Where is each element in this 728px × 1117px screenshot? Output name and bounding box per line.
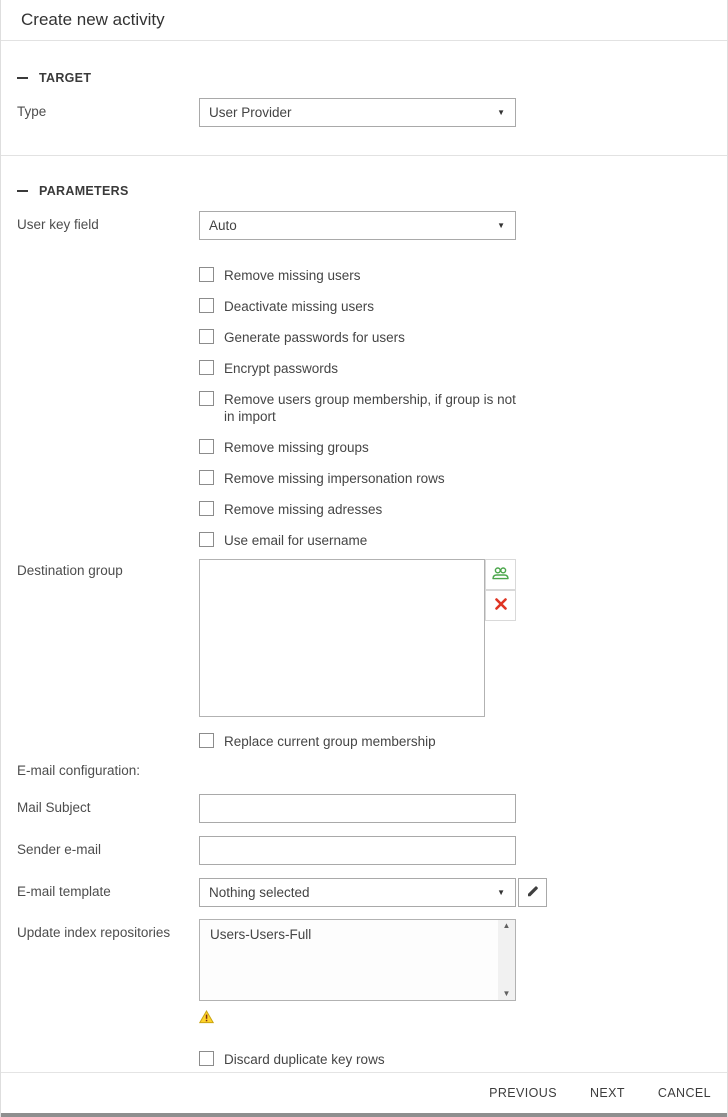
email-template-select-value: Nothing selected: [209, 885, 310, 900]
dialog-footer: [1, 1072, 727, 1113]
warning-icon: [199, 1010, 214, 1029]
checkbox-box[interactable]: [199, 439, 214, 454]
checkbox-box[interactable]: [199, 733, 214, 748]
chevron-down-icon: ▼: [497, 107, 505, 117]
type-row: [1, 98, 727, 127]
chevron-down-icon: ▼: [497, 220, 505, 230]
update-index-repositories-listbox[interactable]: [199, 919, 516, 1001]
checkbox-deactivate-missing-users[interactable]: Deactivate missing users: [199, 298, 727, 315]
checkbox-replace-group-membership[interactable]: Replace current group membership: [199, 733, 727, 750]
checkbox-remove-group-membership[interactable]: Remove users group membership, if group is not in import: [199, 391, 727, 425]
checkbox-box[interactable]: [199, 329, 214, 344]
sender-email-label: Sender e-mail: [17, 842, 102, 857]
section-divider: [1, 155, 727, 156]
target-section-title: TARGET: [39, 71, 92, 85]
destination-group-row: [1, 559, 727, 717]
user-key-field-row: [1, 211, 727, 240]
update-index-repositories-label: Update index repositories: [17, 925, 171, 940]
collapse-minus-icon[interactable]: [17, 77, 28, 79]
destination-group-listbox[interactable]: [199, 559, 485, 717]
checkbox-box[interactable]: [199, 1051, 214, 1066]
checkbox-box[interactable]: [199, 470, 214, 485]
add-group-button[interactable]: [485, 559, 516, 590]
checkbox-box[interactable]: [199, 391, 214, 406]
options-checkbox-group: [199, 253, 727, 549]
mail-subject-label: Mail Subject: [17, 800, 91, 815]
user-key-field-label: User key field: [17, 217, 99, 232]
checkbox-box[interactable]: [199, 298, 214, 313]
checkbox-generate-passwords[interactable]: Generate passwords for users: [199, 329, 727, 346]
checkbox-remove-missing-impersonation-rows[interactable]: Remove missing impersonation rows: [199, 470, 727, 487]
chevron-down-icon: ▼: [497, 887, 505, 897]
dialog-title: Create new activity: [21, 10, 165, 29]
mail-subject-row: [1, 794, 727, 823]
checkbox-remove-missing-adresses[interactable]: Remove missing adresses: [199, 501, 727, 518]
dialog-bottom-edge: [1, 1113, 727, 1117]
mail-subject-input[interactable]: [199, 794, 516, 823]
scroll-down-icon[interactable]: ▼: [502, 989, 511, 998]
update-index-repositories-row: [1, 919, 727, 1001]
target-section-header: [1, 70, 727, 86]
scroll-up-icon[interactable]: ▲: [502, 921, 511, 930]
edit-template-button[interactable]: [518, 878, 547, 907]
remove-group-button[interactable]: [485, 590, 516, 621]
checkbox-encrypt-passwords[interactable]: Encrypt passwords: [199, 360, 727, 377]
collapse-minus-icon[interactable]: [17, 190, 28, 192]
parameters-section-title: PARAMETERS: [39, 184, 129, 198]
checkbox-remove-missing-groups[interactable]: Remove missing groups: [199, 439, 727, 456]
checkbox-use-email-for-username[interactable]: Use email for username: [199, 532, 727, 549]
type-select-value: User Provider: [209, 105, 292, 120]
type-select[interactable]: [199, 98, 516, 127]
group-icon: [491, 566, 510, 584]
type-label: Type: [17, 104, 47, 119]
cancel-button[interactable]: CANCEL: [657, 1086, 711, 1100]
email-template-select[interactable]: [199, 878, 516, 907]
destination-group-label: Destination group: [17, 563, 123, 578]
checkbox-box[interactable]: [199, 501, 214, 516]
checkbox-remove-missing-users[interactable]: Remove missing users: [199, 267, 727, 284]
email-template-row: [1, 878, 727, 907]
checkbox-discard-duplicate-key-rows[interactable]: Discard duplicate key rows: [199, 1051, 727, 1068]
next-button[interactable]: NEXT: [589, 1086, 625, 1100]
list-item[interactable]: Users-Users-Full: [210, 927, 312, 942]
email-template-label: E-mail template: [17, 884, 111, 899]
checkbox-box[interactable]: [199, 360, 214, 375]
checkbox-box[interactable]: [199, 532, 214, 547]
sender-email-row: [1, 836, 727, 865]
sender-email-input[interactable]: [199, 836, 516, 865]
user-key-field-select-value: Auto: [209, 218, 237, 233]
checkbox-box[interactable]: [199, 267, 214, 282]
email-configuration-heading: E-mail configuration:: [17, 763, 141, 778]
destination-group-buttons: [485, 559, 516, 621]
dialog-header: [1, 0, 727, 41]
user-key-field-select[interactable]: [199, 211, 516, 240]
pencil-icon: [526, 884, 540, 901]
x-icon: [495, 598, 507, 613]
scrollbar[interactable]: [498, 920, 515, 1000]
previous-button[interactable]: PREVIOUS: [489, 1086, 557, 1100]
parameters-section-header: [1, 183, 727, 199]
create-activity-dialog: [1, 0, 727, 1117]
warning-row: [199, 1010, 727, 1029]
